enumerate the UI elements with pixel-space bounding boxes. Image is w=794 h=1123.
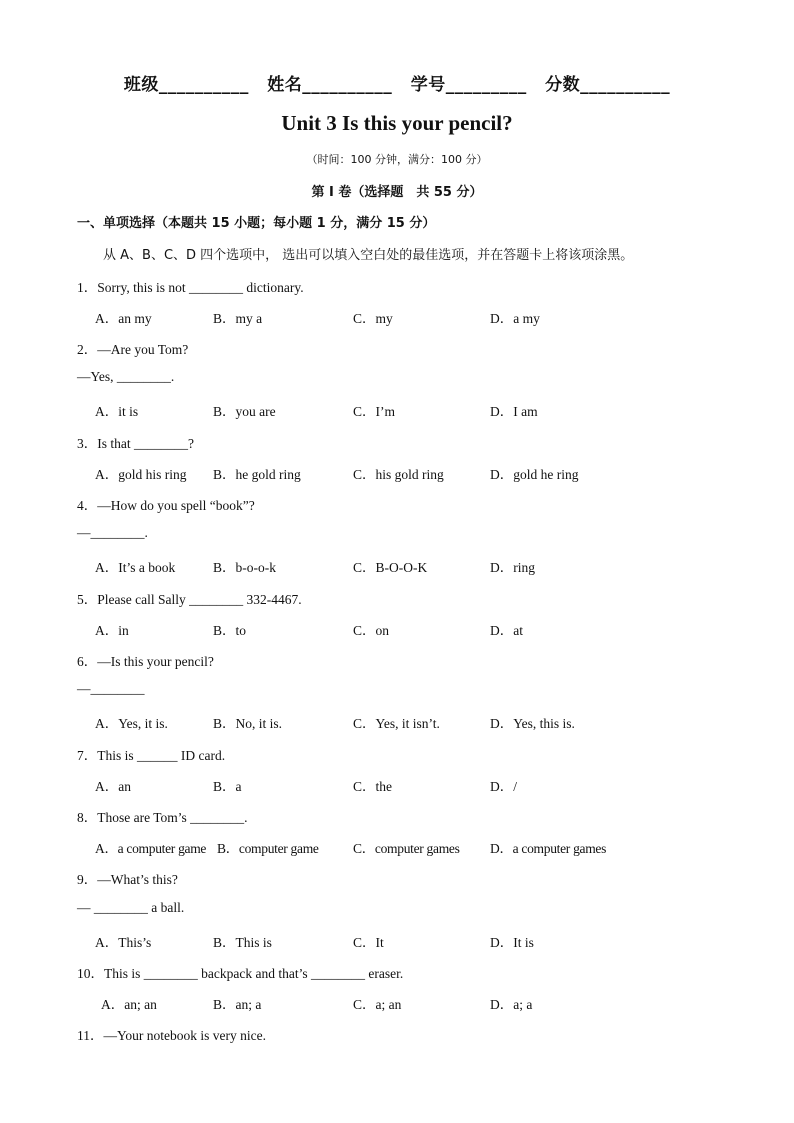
q9-option-a: A．This’s bbox=[95, 935, 152, 950]
question-1 bbox=[77, 276, 304, 296]
question-11 bbox=[77, 1024, 266, 1044]
q4-response-line: —________. bbox=[77, 525, 148, 540]
q7-option-c: C．the bbox=[353, 779, 392, 794]
q2-option-d: D．I am bbox=[490, 404, 538, 419]
q6-option-d: D．Yes, this is. bbox=[490, 716, 575, 731]
question-text: —Are you Tom? bbox=[97, 342, 189, 357]
question-text: Is that ________? bbox=[97, 436, 194, 451]
q6-option-b: B．No, it is. bbox=[213, 716, 283, 731]
q10-option-d: D．a; a bbox=[490, 997, 533, 1012]
question-number: 7． bbox=[77, 748, 98, 763]
question-text: —How do you spell “book”? bbox=[97, 498, 255, 513]
question-number: 8． bbox=[77, 810, 98, 825]
q5-option-a: A．in bbox=[95, 623, 129, 638]
q2-option-c: C．I’m bbox=[353, 404, 395, 419]
q3-option-d: D．gold he ring bbox=[490, 467, 579, 482]
q1-option-d: D．a my bbox=[490, 311, 540, 326]
question-number: 11． bbox=[77, 1028, 104, 1043]
q2-option-b: B．you are bbox=[213, 404, 276, 419]
q1-option-b: B．my a bbox=[213, 311, 263, 326]
question-text: —Is this your pencil? bbox=[97, 654, 214, 669]
exam-duration-info: （时间：100 分钟，满分：100 分） bbox=[306, 153, 488, 166]
question-3 bbox=[77, 432, 194, 452]
question-2 bbox=[77, 338, 188, 358]
q10-option-a: A．an; an bbox=[101, 997, 157, 1012]
q5-option-d: D．at bbox=[490, 623, 523, 638]
q10-option-b: B．an; a bbox=[213, 997, 262, 1012]
q7-option-d: D．/ bbox=[490, 779, 517, 794]
q2-option-a: A．it is bbox=[95, 404, 139, 419]
q10-option-c: C．a; an bbox=[353, 997, 402, 1012]
question-7 bbox=[77, 744, 225, 764]
question-text: This is ________ backpack and that’s ________ eraser. bbox=[104, 966, 404, 981]
volume-heading: 第 I 卷（选择题 共 55 分） bbox=[311, 185, 483, 200]
q4-option-d: D．ring bbox=[490, 560, 535, 575]
question-text: —What’s this? bbox=[97, 872, 178, 887]
q8-option-a: A．a computer game bbox=[95, 841, 207, 856]
q3-option-a: A．gold his ring bbox=[95, 467, 187, 482]
q4-option-b: B．b-o-o-k bbox=[213, 560, 276, 575]
section-instruction: 从 A、B、C、D 四个选项中， 选出可以填入空白处的最佳选项，并在答题卡上将该项涂黑。 bbox=[103, 248, 634, 263]
student-id-field: 学号_________ bbox=[410, 75, 527, 95]
q9-option-c: C．It bbox=[353, 935, 384, 950]
question-number: 5． bbox=[77, 592, 98, 607]
q3-option-b: B．he gold ring bbox=[213, 467, 301, 482]
question-4 bbox=[77, 494, 255, 514]
q6-option-c: C．Yes, it isn’t. bbox=[353, 716, 440, 731]
q6-response-line: —________ bbox=[77, 681, 145, 696]
question-number: 10． bbox=[77, 966, 104, 981]
q6-option-a: A．Yes, it is. bbox=[95, 716, 168, 731]
name-field: 姓名__________ bbox=[267, 75, 393, 95]
question-5 bbox=[77, 588, 302, 608]
q3-option-c: C．his gold ring bbox=[353, 467, 444, 482]
question-number: 1． bbox=[77, 280, 98, 295]
q1-option-a: A．an my bbox=[95, 311, 152, 326]
q4-option-a: A．It’s a book bbox=[95, 560, 176, 575]
question-number: 2． bbox=[77, 342, 98, 357]
question-8 bbox=[77, 806, 248, 826]
question-text: —Your notebook is very nice. bbox=[103, 1028, 266, 1043]
q7-option-a: A．an bbox=[95, 779, 131, 794]
question-number: 4． bbox=[77, 498, 98, 513]
q4-option-c: C．B-O-O-K bbox=[353, 560, 428, 575]
question-9 bbox=[77, 868, 178, 888]
q5-option-b: B．to bbox=[213, 623, 247, 638]
q8-option-d: D．a computer games bbox=[490, 841, 607, 856]
page-title: Unit 3 Is this your pencil? bbox=[281, 111, 513, 135]
section-heading: 一、单项选择（本题共 15 小题；每小题 1 分，满分 15 分） bbox=[77, 216, 436, 231]
q8-option-b: B．computer game bbox=[217, 841, 319, 856]
question-6 bbox=[77, 650, 214, 670]
question-number: 9． bbox=[77, 872, 98, 887]
q7-option-b: B．a bbox=[213, 779, 242, 794]
class-field: 班级__________ bbox=[123, 75, 249, 95]
question-text: Sorry, this is not ________ dictionary. bbox=[97, 280, 304, 295]
q5-option-c: C．on bbox=[353, 623, 390, 638]
q2-response-line: —Yes, ________. bbox=[77, 369, 175, 384]
question-number: 6． bbox=[77, 654, 98, 669]
question-10 bbox=[77, 962, 403, 982]
score-field: 分数__________ bbox=[545, 75, 671, 95]
question-text: This is ______ ID card. bbox=[97, 748, 226, 763]
q9-option-d: D．It is bbox=[490, 935, 534, 950]
q1-option-c: C．my bbox=[353, 311, 393, 326]
question-text: Please call Sally ________ 332-4467. bbox=[97, 592, 302, 607]
student-info-header bbox=[0, 70, 794, 95]
question-number: 3． bbox=[77, 436, 98, 451]
q8-option-c: C．computer games bbox=[353, 841, 460, 856]
q9-option-b: B．This is bbox=[213, 935, 272, 950]
q9-response-line: — ________ a ball. bbox=[77, 900, 185, 915]
question-text: Those are Tom’s ________. bbox=[97, 810, 248, 825]
